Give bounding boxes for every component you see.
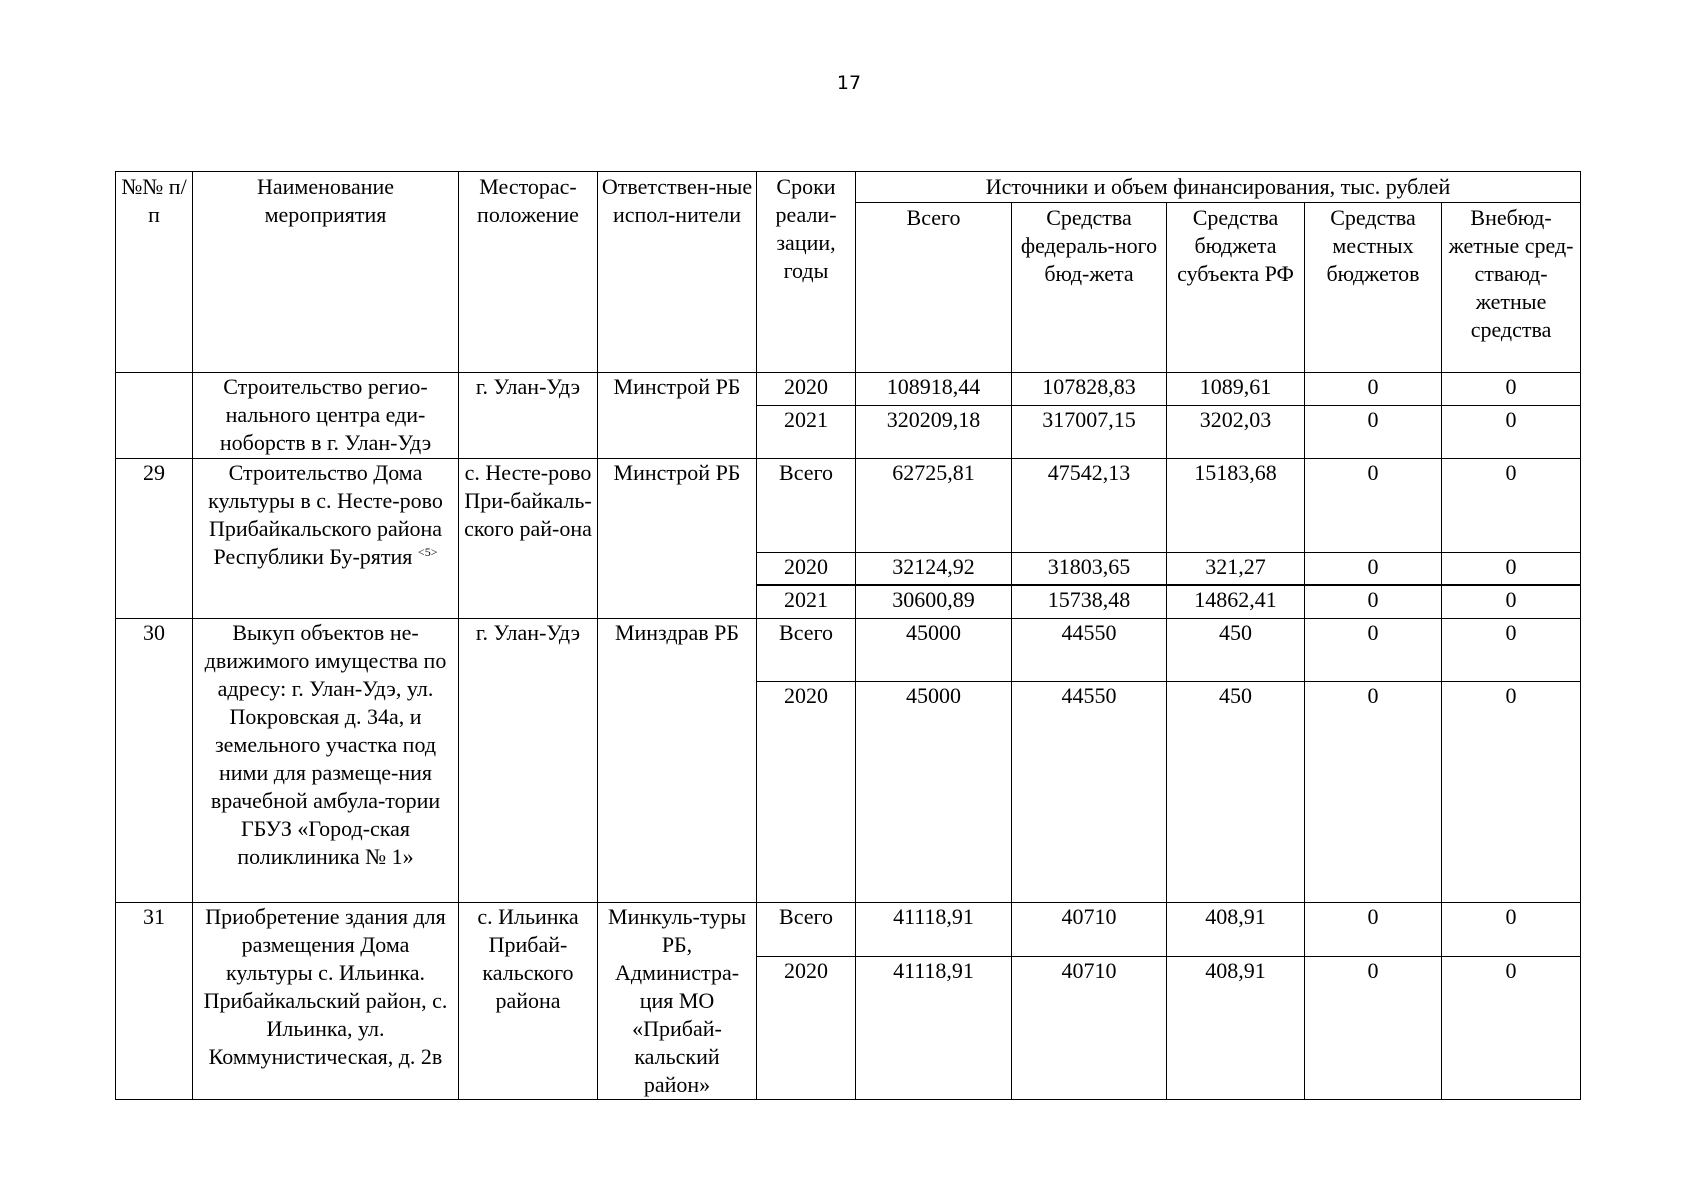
row-extra: 0 bbox=[1442, 957, 1581, 1100]
row-local: 0 bbox=[1305, 553, 1442, 586]
row-extra: 0 bbox=[1442, 682, 1581, 903]
row-regional: 408,91 bbox=[1167, 903, 1305, 957]
row-num: 31 bbox=[116, 903, 193, 1100]
row-location: г. Улан-Удэ bbox=[459, 619, 598, 903]
row-regional: 14862,41 bbox=[1167, 585, 1305, 619]
row-extra: 0 bbox=[1442, 406, 1581, 459]
row-total: 41118,91 bbox=[856, 903, 1012, 957]
row-federal: 40710 bbox=[1012, 903, 1167, 957]
row-num bbox=[116, 373, 193, 459]
header-extra: Внебюд-жетные сред-стваюд-жетные средства bbox=[1442, 203, 1581, 373]
row-total: 41118,91 bbox=[856, 957, 1012, 1100]
header-sources: Источники и объем финансирования, тыс. рублей bbox=[856, 172, 1581, 203]
page-number: 17 bbox=[836, 72, 862, 94]
row-total: 30600,89 bbox=[856, 585, 1012, 619]
table-row bbox=[116, 459, 1581, 553]
table-row bbox=[116, 903, 1581, 957]
row-period: Всего bbox=[757, 619, 856, 682]
row-total: 45000 bbox=[856, 619, 1012, 682]
row-name: Приобретение здания для размещения Дома культуры с. Ильинка. Прибайкальский район, с. Ильинка, ул. Коммунистическая, д. 2в bbox=[193, 903, 459, 1100]
row-regional: 1089,61 bbox=[1167, 373, 1305, 406]
row-extra: 0 bbox=[1442, 459, 1581, 553]
row-local: 0 bbox=[1305, 619, 1442, 682]
row-federal: 40710 bbox=[1012, 957, 1167, 1100]
row-period: 2021 bbox=[757, 406, 856, 459]
row-local: 0 bbox=[1305, 406, 1442, 459]
table-row bbox=[116, 619, 1581, 682]
header-executors: Ответствен-ные испол-нители bbox=[598, 172, 757, 373]
row-federal: 44550 bbox=[1012, 682, 1167, 903]
row-period: Всего bbox=[757, 459, 856, 553]
row-local: 0 bbox=[1305, 373, 1442, 406]
row-federal: 107828,83 bbox=[1012, 373, 1167, 406]
row-period: 2020 bbox=[757, 682, 856, 903]
header-location: Месторас-положение bbox=[459, 172, 598, 373]
row-location: с. Ильинка Прибай-кальского района bbox=[459, 903, 598, 1100]
row-total: 108918,44 bbox=[856, 373, 1012, 406]
row-location: г. Улан-Удэ bbox=[459, 373, 598, 459]
row-total: 62725,81 bbox=[856, 459, 1012, 553]
row-num: 29 bbox=[116, 459, 193, 619]
row-extra: 0 bbox=[1442, 903, 1581, 957]
row-local: 0 bbox=[1305, 682, 1442, 903]
row-period: Всего bbox=[757, 903, 856, 957]
row-regional: 450 bbox=[1167, 682, 1305, 903]
row-name: Выкуп объектов не-движимого имущества по адресу: г. Улан-Удэ, ул. Покровская д. 34а, и земельного участка под ними для размеще-ния врачебной амбула-тории ГБУЗ «Город-ская поликлиника № 1» bbox=[193, 619, 459, 903]
row-name: Строительство регио-нального центра еди-ноборств в г. Улан-Удэ bbox=[193, 373, 459, 459]
row-local: 0 bbox=[1305, 903, 1442, 957]
row-federal: 317007,15 bbox=[1012, 406, 1167, 459]
row-name-text: Строительство Дома культуры в с. Несте-рово Прибайкальского района Республики Бу-рятия bbox=[208, 460, 443, 569]
header-period: Сроки реали-зации, годы bbox=[757, 172, 856, 373]
row-period: 2020 bbox=[757, 553, 856, 586]
row-extra: 0 bbox=[1442, 619, 1581, 682]
row-federal: 44550 bbox=[1012, 619, 1167, 682]
row-extra: 0 bbox=[1442, 373, 1581, 406]
header-federal: Средства федераль-ного бюд-жета bbox=[1012, 203, 1167, 373]
header-row bbox=[116, 172, 1581, 203]
row-federal: 31803,65 bbox=[1012, 553, 1167, 586]
footnote-marker: <5> bbox=[417, 545, 438, 559]
row-regional: 321,27 bbox=[1167, 553, 1305, 586]
row-extra: 0 bbox=[1442, 585, 1581, 619]
row-federal: 15738,48 bbox=[1012, 585, 1167, 619]
row-local: 0 bbox=[1305, 585, 1442, 619]
row-regional: 450 bbox=[1167, 619, 1305, 682]
row-total: 45000 bbox=[856, 682, 1012, 903]
row-local: 0 bbox=[1305, 957, 1442, 1100]
row-regional: 3202,03 bbox=[1167, 406, 1305, 459]
header-regional: Средства бюджета субъекта РФ bbox=[1167, 203, 1305, 373]
header-total: Всего bbox=[856, 203, 1012, 373]
row-total: 320209,18 bbox=[856, 406, 1012, 459]
header-name: Наименование мероприятия bbox=[193, 172, 459, 373]
table-row bbox=[116, 373, 1581, 406]
row-regional: 408,91 bbox=[1167, 957, 1305, 1100]
row-federal: 47542,13 bbox=[1012, 459, 1167, 553]
row-executors: Минстрой РБ bbox=[598, 459, 757, 619]
header-num: №№ п/п bbox=[116, 172, 193, 373]
row-num: 30 bbox=[116, 619, 193, 903]
row-executors: Минздрав РБ bbox=[598, 619, 757, 903]
row-executors: Минстрой РБ bbox=[598, 373, 757, 459]
row-period: 2020 bbox=[757, 373, 856, 406]
row-period: 2021 bbox=[757, 585, 856, 619]
row-regional: 15183,68 bbox=[1167, 459, 1305, 553]
row-period: 2020 bbox=[757, 957, 856, 1100]
header-local: Средства местных бюджетов bbox=[1305, 203, 1442, 373]
row-executors: Минкуль-туры РБ, Администра-ция МО «Прибай-кальский район» bbox=[598, 903, 757, 1100]
row-name bbox=[193, 459, 459, 619]
row-location: с. Несте-рово При-байкаль-ского рай-она bbox=[459, 459, 598, 619]
row-total: 32124,92 bbox=[856, 553, 1012, 586]
row-extra: 0 bbox=[1442, 553, 1581, 586]
row-local: 0 bbox=[1305, 459, 1442, 553]
financing-table bbox=[115, 171, 1581, 1100]
